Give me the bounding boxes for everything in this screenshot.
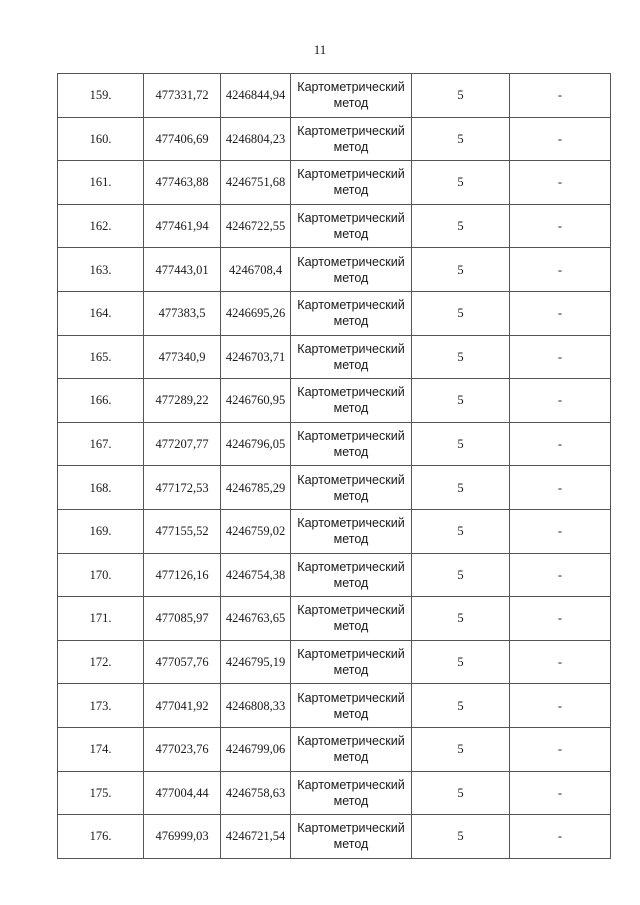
note-cell: - <box>510 640 611 684</box>
accuracy-cell: 5 <box>412 553 510 597</box>
table-row <box>58 509 611 553</box>
x-coordinate-cell: 477004,44 <box>144 771 221 815</box>
accuracy-cell: 5 <box>412 815 510 859</box>
x-coordinate-cell: 477085,97 <box>144 597 221 641</box>
table-row <box>58 597 611 641</box>
note-cell: - <box>510 509 611 553</box>
method-cell: Картометрический метод <box>291 117 412 161</box>
table-row <box>58 379 611 423</box>
accuracy-cell: 5 <box>412 335 510 379</box>
accuracy-cell: 5 <box>412 597 510 641</box>
accuracy-cell: 5 <box>412 204 510 248</box>
y-coordinate-cell: 4246763,65 <box>221 597 291 641</box>
note-cell: - <box>510 727 611 771</box>
note-cell: - <box>510 204 611 248</box>
method-cell: Картометрический метод <box>291 335 412 379</box>
x-coordinate-cell: 477172,53 <box>144 466 221 510</box>
note-cell: - <box>510 815 611 859</box>
point-number-cell: 164. <box>58 291 144 335</box>
x-coordinate-cell: 477463,88 <box>144 161 221 205</box>
table-row <box>58 74 611 118</box>
method-cell: Картометрический метод <box>291 161 412 205</box>
y-coordinate-cell: 4246703,71 <box>221 335 291 379</box>
table-row <box>58 335 611 379</box>
note-cell: - <box>510 684 611 728</box>
table-row <box>58 771 611 815</box>
point-number-cell: 163. <box>58 248 144 292</box>
table-row <box>58 466 611 510</box>
point-number-cell: 169. <box>58 509 144 553</box>
accuracy-cell: 5 <box>412 422 510 466</box>
table-row <box>58 204 611 248</box>
point-number-cell: 174. <box>58 727 144 771</box>
accuracy-cell: 5 <box>412 466 510 510</box>
point-number-cell: 168. <box>58 466 144 510</box>
note-cell: - <box>510 553 611 597</box>
accuracy-cell: 5 <box>412 727 510 771</box>
accuracy-cell: 5 <box>412 291 510 335</box>
table-row <box>58 117 611 161</box>
method-cell: Картометрический метод <box>291 379 412 423</box>
y-coordinate-cell: 4246799,06 <box>221 727 291 771</box>
x-coordinate-cell: 477406,69 <box>144 117 221 161</box>
x-coordinate-cell: 477126,16 <box>144 553 221 597</box>
method-cell: Картометрический метод <box>291 204 412 248</box>
method-cell: Картометрический метод <box>291 74 412 118</box>
y-coordinate-cell: 4246695,26 <box>221 291 291 335</box>
point-number-cell: 162. <box>58 204 144 248</box>
method-cell: Картометрический метод <box>291 509 412 553</box>
note-cell: - <box>510 291 611 335</box>
method-cell: Картометрический метод <box>291 553 412 597</box>
y-coordinate-cell: 4246844,94 <box>221 74 291 118</box>
accuracy-cell: 5 <box>412 248 510 292</box>
x-coordinate-cell: 477057,76 <box>144 640 221 684</box>
method-cell: Картометрический метод <box>291 466 412 510</box>
method-cell: Картометрический метод <box>291 771 412 815</box>
x-coordinate-cell: 476999,03 <box>144 815 221 859</box>
point-number-cell: 161. <box>58 161 144 205</box>
method-cell: Картометрический метод <box>291 291 412 335</box>
x-coordinate-cell: 477461,94 <box>144 204 221 248</box>
y-coordinate-cell: 4246722,55 <box>221 204 291 248</box>
x-coordinate-cell: 477207,77 <box>144 422 221 466</box>
note-cell: - <box>510 597 611 641</box>
x-coordinate-cell: 477023,76 <box>144 727 221 771</box>
coordinates-table <box>57 73 611 859</box>
point-number-cell: 171. <box>58 597 144 641</box>
note-cell: - <box>510 117 611 161</box>
method-cell: Картометрический метод <box>291 597 412 641</box>
point-number-cell: 160. <box>58 117 144 161</box>
accuracy-cell: 5 <box>412 117 510 161</box>
y-coordinate-cell: 4246759,02 <box>221 509 291 553</box>
coordinates-table-body <box>58 74 611 859</box>
point-number-cell: 173. <box>58 684 144 728</box>
accuracy-cell: 5 <box>412 161 510 205</box>
y-coordinate-cell: 4246758,63 <box>221 771 291 815</box>
x-coordinate-cell: 477155,52 <box>144 509 221 553</box>
table-row <box>58 684 611 728</box>
x-coordinate-cell: 477340,9 <box>144 335 221 379</box>
y-coordinate-cell: 4246708,4 <box>221 248 291 292</box>
y-coordinate-cell: 4246796,05 <box>221 422 291 466</box>
table-row <box>58 640 611 684</box>
note-cell: - <box>510 379 611 423</box>
y-coordinate-cell: 4246785,29 <box>221 466 291 510</box>
accuracy-cell: 5 <box>412 640 510 684</box>
table-row <box>58 727 611 771</box>
table-row <box>58 291 611 335</box>
point-number-cell: 166. <box>58 379 144 423</box>
x-coordinate-cell: 477041,92 <box>144 684 221 728</box>
accuracy-cell: 5 <box>412 509 510 553</box>
note-cell: - <box>510 466 611 510</box>
note-cell: - <box>510 422 611 466</box>
point-number-cell: 165. <box>58 335 144 379</box>
x-coordinate-cell: 477331,72 <box>144 74 221 118</box>
x-coordinate-cell: 477289,22 <box>144 379 221 423</box>
note-cell: - <box>510 335 611 379</box>
note-cell: - <box>510 248 611 292</box>
note-cell: - <box>510 74 611 118</box>
y-coordinate-cell: 4246760,95 <box>221 379 291 423</box>
y-coordinate-cell: 4246751,68 <box>221 161 291 205</box>
x-coordinate-cell: 477443,01 <box>144 248 221 292</box>
table-row <box>58 161 611 205</box>
y-coordinate-cell: 4246795,19 <box>221 640 291 684</box>
x-coordinate-cell: 477383,5 <box>144 291 221 335</box>
method-cell: Картометрический метод <box>291 248 412 292</box>
point-number-cell: 176. <box>58 815 144 859</box>
y-coordinate-cell: 4246721,54 <box>221 815 291 859</box>
method-cell: Картометрический метод <box>291 727 412 771</box>
table-row <box>58 422 611 466</box>
accuracy-cell: 5 <box>412 771 510 815</box>
method-cell: Картометрический метод <box>291 684 412 728</box>
method-cell: Картометрический метод <box>291 815 412 859</box>
point-number-cell: 159. <box>58 74 144 118</box>
y-coordinate-cell: 4246808,33 <box>221 684 291 728</box>
accuracy-cell: 5 <box>412 74 510 118</box>
accuracy-cell: 5 <box>412 684 510 728</box>
method-cell: Картометрический метод <box>291 640 412 684</box>
point-number-cell: 170. <box>58 553 144 597</box>
page-number: 11 <box>313 42 327 57</box>
note-cell: - <box>510 771 611 815</box>
y-coordinate-cell: 4246804,23 <box>221 117 291 161</box>
note-cell: - <box>510 161 611 205</box>
point-number-cell: 172. <box>58 640 144 684</box>
point-number-cell: 175. <box>58 771 144 815</box>
table-row <box>58 553 611 597</box>
y-coordinate-cell: 4246754,38 <box>221 553 291 597</box>
table-row <box>58 815 611 859</box>
point-number-cell: 167. <box>58 422 144 466</box>
method-cell: Картометрический метод <box>291 422 412 466</box>
table-row <box>58 248 611 292</box>
accuracy-cell: 5 <box>412 379 510 423</box>
